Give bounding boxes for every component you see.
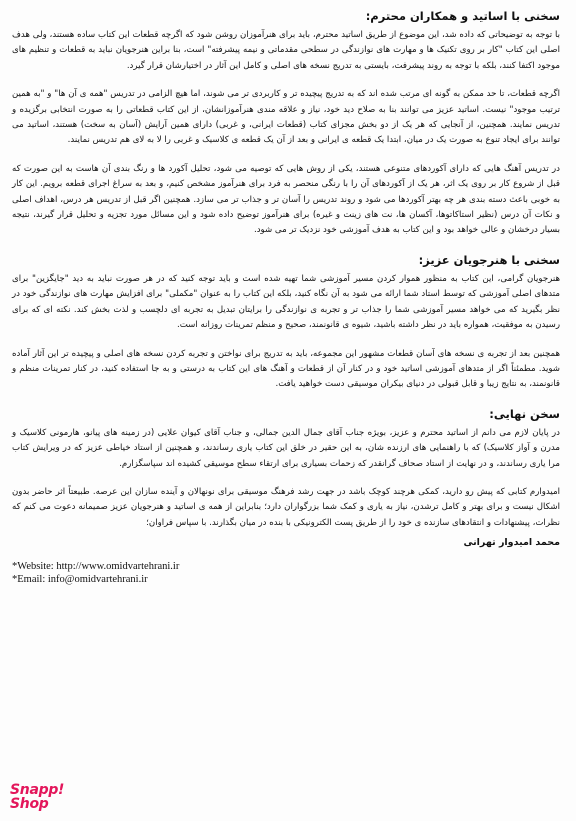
logo-line-1: Snapp! (10, 782, 65, 798)
paragraph: در پایان لازم می دانم از اساتید محترم و عزیز، بویژه جناب آقای جمال الدین جمالی، و جناب آقای کیوان علایی (در زمینه های پیانو، هارمونی کلاسیک و مدرن و آواز کلاسیک) که با راهنمایی های ارزنده شان، به این حقیر در خلق این کتاب یاری رساندند، و همچنین از استاد خیاطی عزیز که در ویرایش کتاب مرا یاری رساندند، و در نهایت از استاد صحاف گرانقدر که زحمات بسیاری برای ارتقاء سطح موسیقی کشیده اند سپاسگزارم. (12, 427, 560, 469)
document-body (12, 8, 560, 586)
section-heading-teachers: سخنی با اساتید و همکاران محترم: (365, 9, 560, 23)
section-heading-students: سخنی با هنرجویان عزیز: (418, 252, 560, 267)
paragraph: با توجه به توضیحاتی که داده شد، این موضوع از طریق اساتید محترم، باید برای هنرآموزان روشن شود که اگرچه قطعات این کتاب ساده هستند، ولی هدف اصلی این کتاب "کار بر روی تکنیک ها و مهارت های نوازندگی در سطحی مقدماتی و نیمه پیشرفته" است، بنا براین هنرجویان نباید به قطعات و تنظیم های موجود اکتفا کنند، بلکه با توجه به روند پیشرفت، بایستی به تدریج نسخه های اصلی و کامل این آثار در اختیارشان قرار گیرد. (12, 30, 560, 71)
paragraph: امیدوارم کتابی که پیش رو دارید، کمکی هرچند کوچک باشد در جهت رشد فرهنگ موسیقی برای نونهالان و آینده سازان این عرصه. طبیعتاً اثر حاضر بدون اشکال نیست و برای بهتر و کامل ترشدن، نیاز به یاری و کمک شما بزرگواران دارد؛ بنابراین از همه ی اساتید و هنرجویان عزیز صمیمانه دعوت می کنم که نظرات، پیشنهادات و انتقادهای سازنده ی خود را از طریق پست الکترونیکی با بنده در میان بگذارند. با سپاس فراوان؛ (12, 486, 560, 528)
paragraph: هنرجویان گرامی، این کتاب به منظور هموار کردن مسیر آموزشی شما تهیه شده است و باید توجه کنید که در هر صورت نباید به دید "جایگزین" برای متدهای اصلی آموزشی که توسط استاد شما ارائه می شود به آن نگاه کنید، بلکه این کتاب را به عنوان "مکملی" برای افزایش مهارت های نوازندگی خود در نظر بگیرید که می خواهد مسیر آموزشی شما را جذاب تر و تجربه ی نوازندگی را برایتان تبدیل به تجربه ای دلچسب و لذت بخش کند. نکته ای که برای رسیدن به موفقیت، همواره باید در نظر داشته باشید، شیوه ی قانونمند، صحیح و منظم تمرینات روزانه است. (12, 273, 560, 331)
paragraph: اگرچه قطعات، تا حد ممکن به گونه ای مرتب شده اند که به تدریج پیچیده تر و کاربردی تر می شوند، اما هیچ الزامی در تدریس "همه ی آن ها" و "به همین ترتیب موجود" نیست. اساتید عزیز می توانند بنا به صلاح دید خود، نیاز و علاقه مندی هنرآموزانشان، از این کتاب قطعاتی را به صورت انتخابی برگزیده و تدریس نمایند. همچنین، از آنجایی که هر یک از دو بخش مجزای کتاب (قطعات ایرانی، و غربی) دارای همین آرایش (آسان به سخت) هستند، اساتید می توانند برای ایجاد تنوع به صورت یک در میان، ابتدا یک قطعه ی ایرانی و بعد از آن یک قطعه ی کلاسیک و غربی را لا به لای هم تدریس نمایند. (12, 89, 560, 146)
logo-line-2: Shop (10, 796, 49, 812)
website-line[interactable]: *Website: http://www.omidvartehrani.ir (12, 561, 180, 573)
section-teachers (12, 8, 560, 239)
paragraph: همچنین بعد از تجربه ی نسخه های آسان قطعات مشهور این مجموعه، باید به تدریج برای نواختن و تجربه کردن نسخه های اصلی و پیچیده تر این آثار آماده شوید. مطمئناً اگر از متدهای آموزشی اساتید خود و در کنار آن از قطعات و آهنگ های این کتاب به درستی و به جا استفاده کنید، در کنار تمرینات منظم و قانونمند، به نتایج زیبا و قابل قبولی در دنیای بیکران موسیقی دست خواهید یافت. (12, 348, 560, 390)
snappshop-logo (10, 783, 72, 811)
section-heading-final: سخن نهایی: (489, 406, 560, 421)
contact-info (12, 560, 560, 586)
section-students (12, 252, 560, 393)
section-final-words (12, 406, 560, 548)
author-signature: محمد امیدوار تهرانی (463, 537, 560, 549)
email-line[interactable]: *Email: info@omidvartehrani.ir (12, 574, 148, 586)
paragraph: در تدریس آهنگ هایی که دارای آکوردهای متنوعی هستند، یکی از روش هایی که توصیه می شود، تحلیل آکورد ها و رنگ بندی آن هاست به این صورت که قبل از شروع کار بر روی یک اثر، هر یک از آکوردهای آن را با رنگی منحصر به فرد برای هنرآموز مشخص کنیم، و بعد به سراغ اجرای قطعه برویم. این کار به خوبی باعث دسته بندی هر چه بهتر آکوردها می شود و روند تدریس را آسان تر و جذاب تر می سازد. همچنین اگر قبل از تدریس هر درس، اهداف اصلی و نکات آن درس (نظیر استاکاتوها، آکسان ها، نت های زینت و غیره) برای هنرآموز توضیح داده شود و این مسائل مورد تجزیه و تحلیل قرار گیرند، نتیجه بسیار درخشان و عالی خواهد بود و این کتاب به هدف آموزشی خود نزدیک تر می شود. (12, 163, 560, 236)
